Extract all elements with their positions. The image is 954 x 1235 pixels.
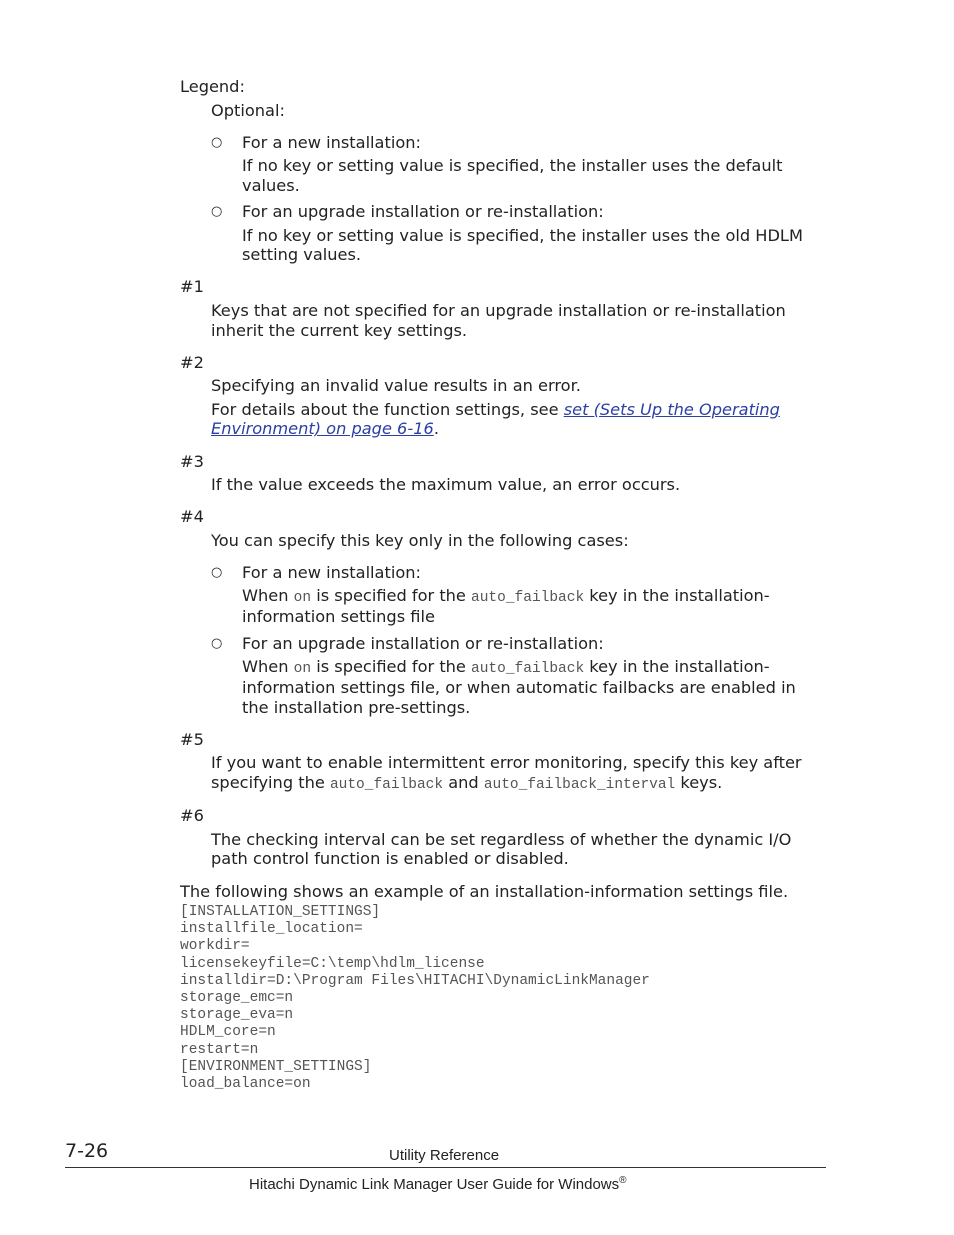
note-label: #4 bbox=[180, 507, 204, 526]
note-text bbox=[211, 400, 780, 420]
page-number: 7-26 bbox=[65, 1140, 109, 1162]
optional-label: Optional: bbox=[211, 101, 285, 120]
code-example: [INSTALLATION_SETTINGS] installfile_location= workdir= licensekeyfile=C:\temp\hdlm_license installdir=D:\Program Files\HITACHI\DynamicLinkManager storage_emc=n storage_eva=n HDLM_core=n restart=n [ENVIRONMENT_SETTINGS] load_balance=on bbox=[180, 904, 650, 1093]
text-run: key in the installation- bbox=[584, 586, 770, 605]
note-label: #3 bbox=[180, 452, 204, 471]
text-run: specifying the bbox=[211, 773, 330, 792]
bullet-circle-icon: ○ bbox=[211, 204, 223, 219]
note-text bbox=[211, 773, 722, 795]
bullet-circle-icon: ○ bbox=[211, 135, 223, 150]
note-text: Keys that are not specified for an upgrade installation or re-installation bbox=[211, 301, 786, 320]
note-text: The checking interval can be set regardless of whether the dynamic I/O bbox=[211, 830, 792, 849]
text-run: When bbox=[242, 586, 294, 605]
text-run: and bbox=[443, 773, 484, 792]
footer-title-text: Hitachi Dynamic Link Manager User Guide for Windows bbox=[249, 1176, 620, 1193]
text-run: When bbox=[242, 657, 294, 676]
case-text bbox=[242, 586, 770, 608]
note-text: If you want to enable intermittent error monitoring, specify this key after bbox=[211, 753, 802, 772]
text-run: key in the installation- bbox=[584, 657, 770, 676]
code-key: auto_failback bbox=[471, 590, 585, 606]
note-text: path control function is enabled or disabled. bbox=[211, 849, 569, 868]
note-text-pre: For details about the function settings, see bbox=[211, 400, 564, 419]
footer-title bbox=[249, 1171, 627, 1195]
case-text: the installation pre-settings. bbox=[242, 698, 471, 717]
case-text bbox=[242, 657, 770, 679]
text-run: is specified for the bbox=[311, 657, 472, 676]
bullet-circle-icon: ○ bbox=[211, 565, 223, 580]
text-run: keys. bbox=[675, 773, 723, 792]
text-run: is specified for the bbox=[311, 586, 472, 605]
case-title: For a new installation: bbox=[242, 563, 421, 582]
note-text bbox=[211, 419, 439, 439]
legend-item-text: setting values. bbox=[242, 245, 362, 264]
cross-reference-link[interactable]: Environment) on page 6-16 bbox=[211, 419, 434, 438]
bullet-circle-icon: ○ bbox=[211, 636, 223, 651]
code-key: auto_failback_interval bbox=[483, 777, 676, 793]
cross-reference-link[interactable]: set (Sets Up the Operating bbox=[563, 400, 780, 419]
footer-rule bbox=[65, 1167, 826, 1168]
note-label: #6 bbox=[180, 806, 204, 825]
example-intro: The following shows an example of an installation-information settings file. bbox=[180, 882, 789, 901]
footer-section: Utility Reference bbox=[389, 1147, 500, 1164]
note-text: Specifying an invalid value results in an error. bbox=[211, 376, 581, 395]
note-label: #2 bbox=[180, 353, 204, 372]
case-title: For an upgrade installation or re-installation: bbox=[242, 634, 604, 653]
legend-item-text: If no key or setting value is specified, the installer uses the default bbox=[242, 156, 783, 175]
note-text: You can specify this key only in the following cases: bbox=[211, 531, 629, 550]
registered-mark: ® bbox=[619, 1175, 627, 1186]
code-value: on bbox=[293, 661, 312, 677]
note-label: #1 bbox=[180, 277, 204, 296]
note-text-post: . bbox=[433, 419, 439, 438]
case-text: information settings file, or when automatic failbacks are enabled in bbox=[242, 678, 796, 697]
legend-item-text: values. bbox=[242, 176, 300, 195]
code-value: on bbox=[293, 590, 312, 606]
legend-item-title: For a new installation: bbox=[242, 133, 421, 152]
case-text: information settings file bbox=[242, 607, 435, 626]
legend-item-title: For an upgrade installation or re-installation: bbox=[242, 202, 604, 221]
legend-item-text: If no key or setting value is specified, the installer uses the old HDLM bbox=[242, 226, 803, 245]
legend-heading: Legend: bbox=[180, 77, 245, 96]
note-text: inherit the current key settings. bbox=[211, 321, 468, 340]
note-text: If the value exceeds the maximum value, an error occurs. bbox=[211, 475, 681, 494]
code-key: auto_failback bbox=[471, 661, 585, 677]
code-key: auto_failback bbox=[329, 777, 444, 793]
note-label: #5 bbox=[180, 730, 204, 749]
